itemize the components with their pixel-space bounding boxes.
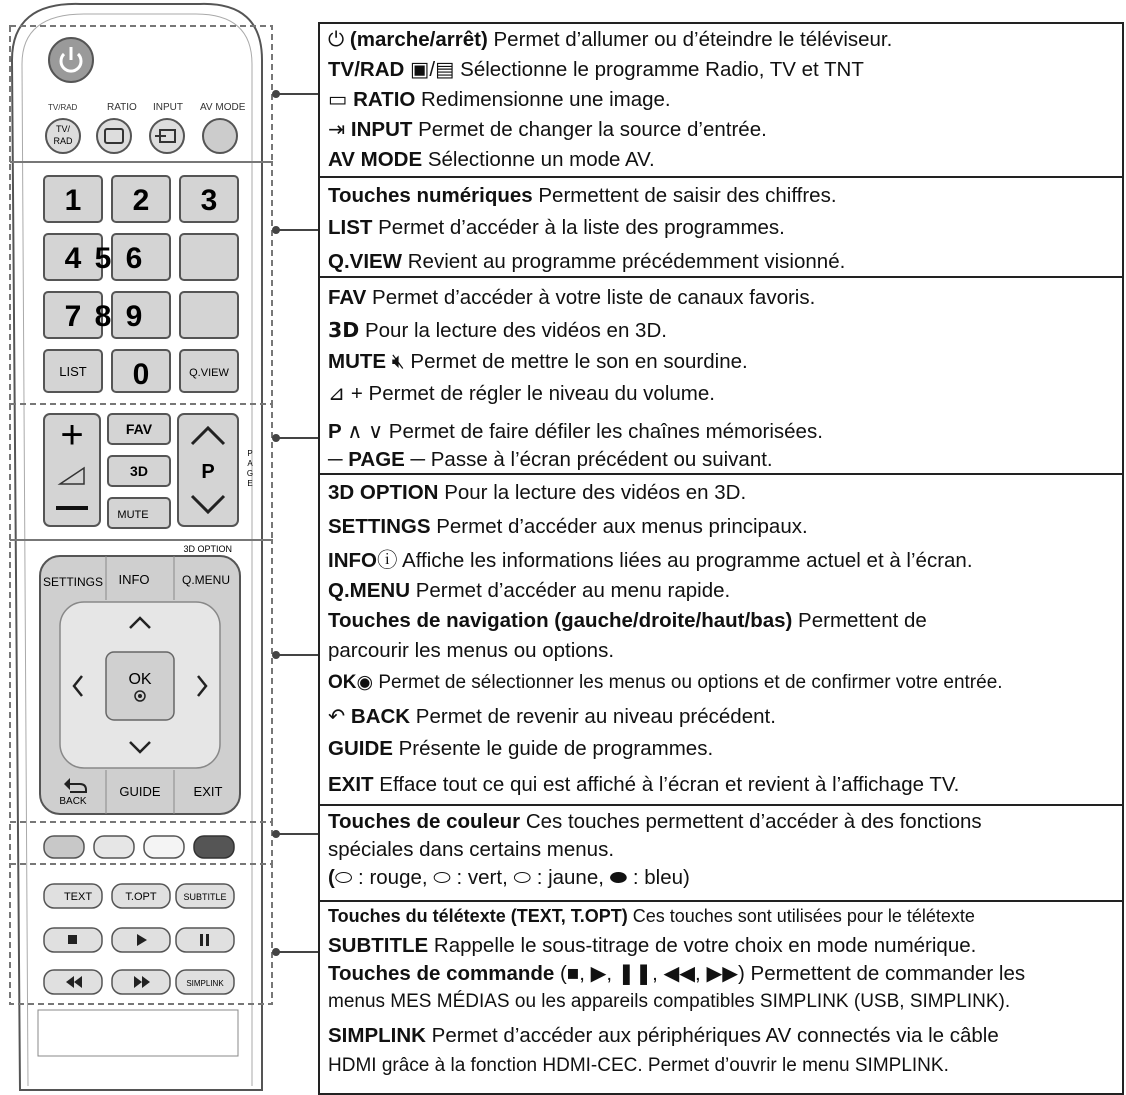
3d-line: 3D Pour la lecture des vidéos en 3D. <box>328 318 667 342</box>
3doption-line: 3D OPTION Pour la lecture des vidéos en 3D. <box>328 481 747 504</box>
svg-text:LIST: LIST <box>59 364 87 379</box>
ratio-line: ▭ RATIO Redimensionne une image. <box>328 88 671 111</box>
tvrad-label: TV/RAD <box>48 103 78 112</box>
tvrad-line: TV/RAD ▣/▤ Sélectionne le programme Radio, TV et TNT <box>328 58 864 81</box>
color-line: Touches de couleur Ces touches permettent d’accéder à des fonctions <box>328 810 982 833</box>
back-icon: ↶ <box>328 705 346 728</box>
key-blank-2[interactable] <box>180 292 238 338</box>
exit-line: EXIT Efface tout ce qui est affiché à l’écran et revient à l’affichage TV. <box>328 773 960 796</box>
svg-text:SIMPLINK: SIMPLINK <box>186 979 224 988</box>
input-line: ⇥ INPUT Permet de changer la source d’entrée. <box>328 118 767 141</box>
nav-line-2: parcourir les menus ou options. <box>328 639 615 662</box>
tv-radio-icon: ▣/▤ <box>410 58 455 81</box>
ratio-label: RATIO <box>107 102 137 113</box>
svg-text:3: 3 <box>200 184 218 217</box>
nav-line: Touches de navigation (gauche/droite/haut/bas) Permettent de <box>328 609 927 632</box>
navigation-cluster <box>40 556 240 814</box>
svg-text:P: P <box>247 449 253 458</box>
svg-text:G: G <box>246 469 254 478</box>
svg-text:MUTE: MUTE <box>117 509 149 521</box>
list-line: LIST Permet d’accéder à la liste des programmes. <box>328 216 785 239</box>
list-row <box>44 350 238 392</box>
color-line-2: spéciales dans certains menus. <box>328 838 615 861</box>
pause-key[interactable] <box>176 928 234 952</box>
red-key[interactable] <box>44 836 84 858</box>
svg-text:4: 4 <box>64 242 82 275</box>
power-button[interactable] <box>49 38 93 82</box>
green-key[interactable] <box>94 836 134 858</box>
settings-line: SETTINGS Permet d’accéder aux menus principaux. <box>328 515 808 538</box>
svg-text:1: 1 <box>64 184 82 217</box>
panel-teletext <box>318 900 1124 1095</box>
blue-key-icon: ⬬ <box>609 866 628 889</box>
svg-text:RAD: RAD <box>53 136 73 146</box>
command-line-2: menus MES MÉDIAS ou les appareils compatibles SIMPLINK (USB, SIMPLINK). <box>328 991 1011 1012</box>
svg-text:7: 7 <box>64 300 82 333</box>
mute-line: MUTE 🔇︎ Permet de mettre le son en sourdine. <box>328 350 748 373</box>
guide-key[interactable]: GUIDE <box>119 784 161 799</box>
teletext-line: Touches du télétexte (TEXT, T.OPT) Ces touches sont utilisées pour le télétexte <box>328 906 975 926</box>
avmode-line: AV MODE Sélectionne un mode AV. <box>328 148 655 171</box>
svg-text:A: A <box>247 459 253 468</box>
volume-line: ⊿ + Permet de régler le niveau du volume. <box>328 382 715 405</box>
green-key-icon: ⬭ <box>433 866 451 889</box>
svg-text:9: 9 <box>125 300 143 333</box>
panel-volume <box>318 276 1124 473</box>
svg-text:E: E <box>247 479 253 488</box>
svg-text:TEXT: TEXT <box>63 891 93 903</box>
remote-control-illustration <box>0 0 318 1095</box>
channel-line: P ∧ ∨ Permet de faire défiler les chaînes mémorisées. <box>328 420 823 443</box>
settings-key[interactable]: SETTINGS <box>42 575 104 589</box>
svg-text:2: 2 <box>132 184 150 217</box>
svg-text:OK: OK <box>128 671 152 688</box>
panel-navigation <box>318 473 1124 804</box>
simplink-line: SIMPLINK Permet d’accéder aux périphériques AV connectés via le câble <box>328 1024 999 1047</box>
svg-text:5: 5 <box>94 242 112 275</box>
volume-icon: ⊿ + <box>328 382 369 405</box>
number-pad <box>44 176 238 338</box>
svg-text:6: 6 <box>125 242 143 275</box>
numbers-line: Touches numériques Permettent de saisir des chiffres. <box>328 184 837 207</box>
playback-icons: ■, ▶, ❚❚, ◀◀, ▶▶ <box>566 962 738 985</box>
back-key[interactable]: BACK <box>59 796 87 807</box>
ok-icon: ◉ <box>356 672 374 693</box>
svg-text:T.OPT: T.OPT <box>125 891 157 903</box>
qmenu-line: Q.MENU Permet d’accéder au menu rapide. <box>328 579 731 602</box>
page-right-icon: ─ <box>404 448 426 471</box>
power-icon: ⏻ <box>328 28 345 51</box>
subtitle-line: SUBTITLE Rappelle le sous-titrage de votre choix en mode numérique. <box>328 934 977 957</box>
svg-text:FAV: FAV <box>125 421 153 437</box>
qview-line: Q.VIEW Revient au programme précédemment visionné. <box>328 250 846 273</box>
page-line: ─ PAGE ─ Passe à l’écran précédent ou suivant. <box>328 448 773 471</box>
panel-power <box>318 22 1124 176</box>
svg-text:P: P <box>201 461 215 483</box>
color-keys-line: (⬭ : rouge, ⬭ : vert, ⬭ : jaune, ⬬ : bleu) <box>328 866 690 889</box>
svg-text:+: + <box>60 413 84 457</box>
chevron-up-down-icon: ∧ ∨ <box>347 420 384 443</box>
yellow-key-icon: ⬭ <box>513 866 531 889</box>
info-icon: ⓘ <box>376 549 398 572</box>
panel-numbers <box>318 176 1124 276</box>
mute-icon: 🔇︎ <box>391 350 405 373</box>
svg-text:8: 8 <box>94 300 112 333</box>
yellow-key[interactable] <box>144 836 184 858</box>
simplink-line-2: HDMI grâce à la fonction HDMI-CEC. Permet d’ouvrir le menu SIMPLINK. <box>328 1055 949 1076</box>
avmode-button[interactable] <box>203 119 237 153</box>
input-icon: ⇥ <box>328 118 346 141</box>
input-button[interactable] <box>150 119 184 153</box>
page-left-icon: ─ <box>328 448 349 471</box>
command-line: Touches de commande (■, ▶, ❚❚, ◀◀, ▶▶) Permettent de commander les <box>328 962 1026 985</box>
svg-text:Q.VIEW: Q.VIEW <box>189 367 229 379</box>
ratio-icon: ▭ <box>328 88 348 111</box>
teletext-playback-keys <box>44 884 234 994</box>
svg-text:0: 0 <box>132 358 150 391</box>
svg-text:SUBTITLE: SUBTITLE <box>183 892 227 902</box>
fav-line: FAV Permet d’accéder à votre liste de canaux favoris. <box>328 286 816 309</box>
qmenu-key[interactable]: Q.MENU <box>182 573 230 587</box>
ratio-button[interactable] <box>97 119 131 153</box>
info-line: INFOⓘ Affiche les informations liées au programme actuel et à l’écran. <box>328 549 973 572</box>
exit-key[interactable]: EXIT <box>193 784 223 799</box>
input-label: INPUT <box>153 102 183 113</box>
3d-option-label: 3D OPTION <box>183 544 232 554</box>
svg-text:TV/: TV/ <box>55 124 71 134</box>
leader-lines <box>273 91 318 955</box>
panel-colors <box>318 804 1124 900</box>
red-key-icon: ⬭ <box>334 866 353 889</box>
ok-line: OK◉ Permet de sélectionner les menus ou options et de confirmer votre entrée. <box>328 672 1003 693</box>
key-blank-1[interactable] <box>180 234 238 280</box>
guide-line: GUIDE Présente le guide de programmes. <box>328 737 714 760</box>
svg-text:3D: 3D <box>130 463 148 479</box>
simplink-logo: SIMPLINK <box>328 1024 426 1047</box>
blue-key[interactable] <box>194 836 234 858</box>
avmode-label: AV MODE <box>200 102 246 113</box>
info-key[interactable]: INFO <box>118 572 150 587</box>
power-line: ⏻ (marche/arrêt) Permet d’allumer ou d’éteindre le téléviseur. <box>328 28 893 51</box>
tvrad-button[interactable] <box>46 119 80 153</box>
back-line: ↶ BACK Permet de revenir au niveau précédent. <box>328 705 776 728</box>
